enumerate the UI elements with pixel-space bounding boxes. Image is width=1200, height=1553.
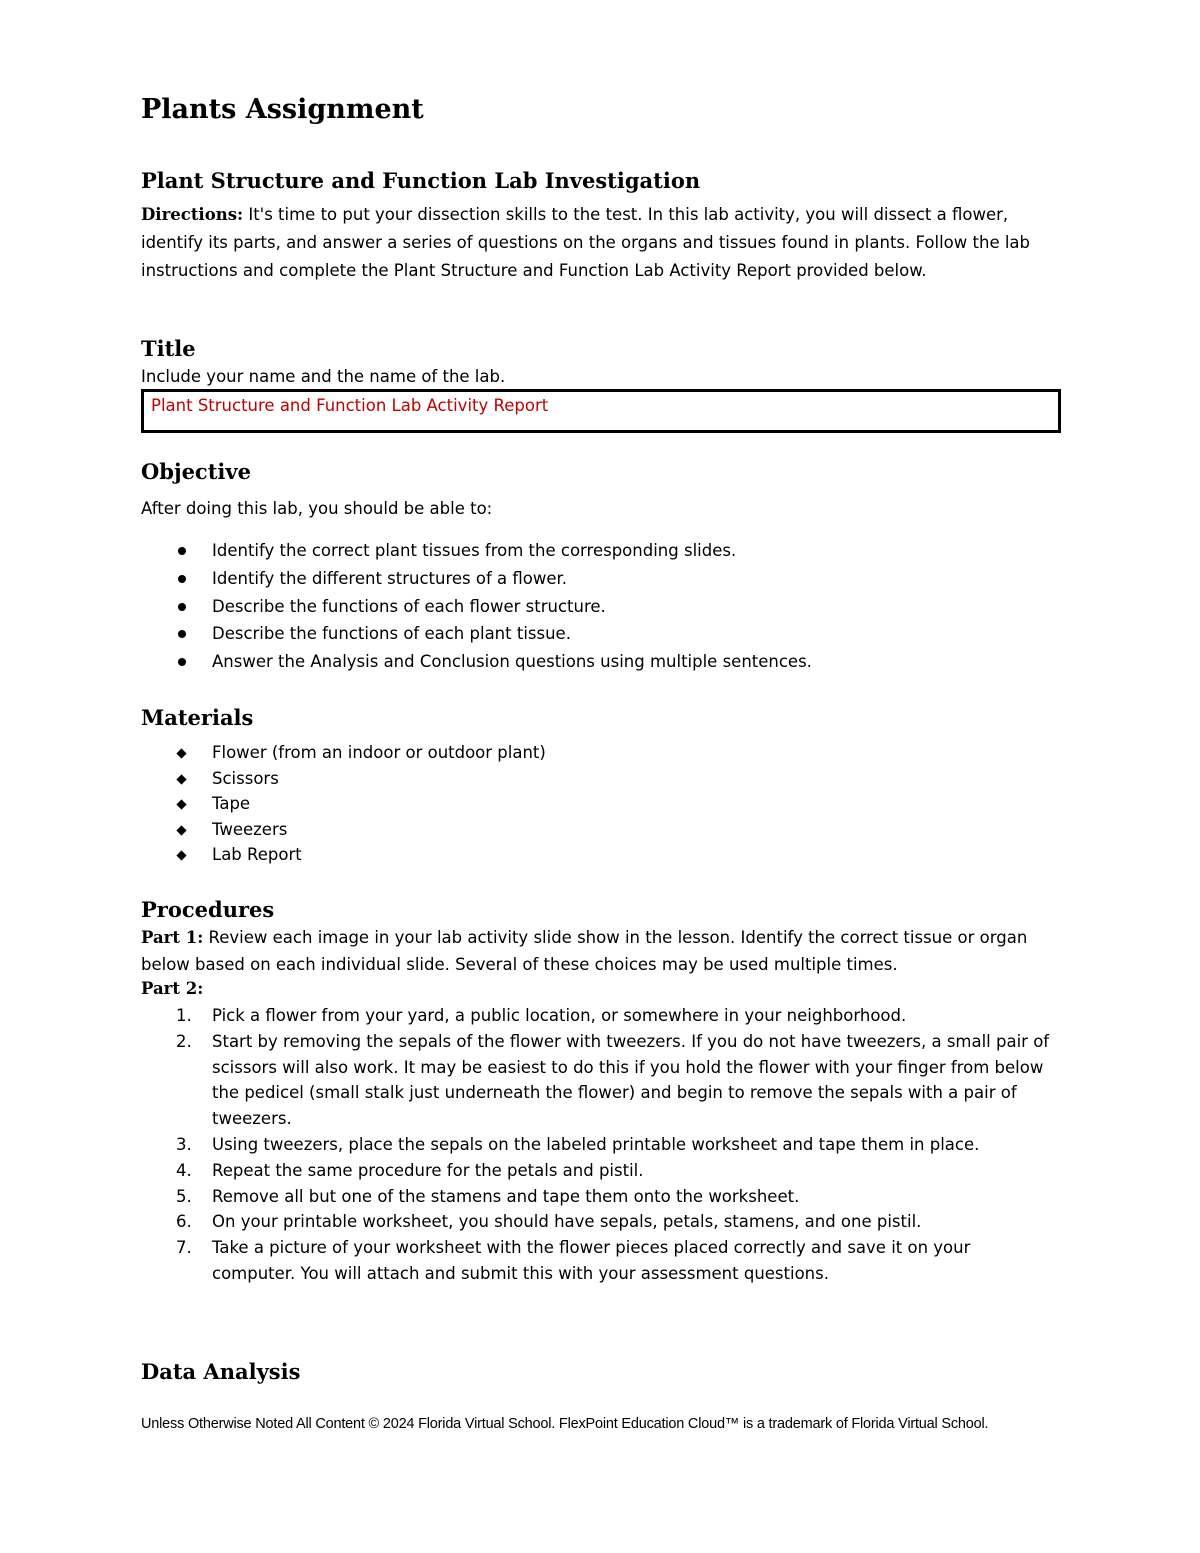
list-item: 6. On your printable worksheet, you should have sepals, petals, stamens, and one pistil. — [176, 1212, 922, 1232]
part2-label: Part 2: — [141, 979, 204, 998]
part1-text: Review each image in your lab activity slide show in the lesson. Identify the correct tissue or organ below based on each individual slide. Several of these choices may be used multiple times. — [141, 928, 1028, 974]
list-item: Tweezers — [141, 817, 1061, 843]
bullet-icon — [178, 630, 186, 638]
title-heading: Title — [141, 336, 196, 361]
bullet-icon — [178, 575, 186, 583]
bullet-icon — [178, 658, 186, 666]
list-item: 5. Remove all but one of the stamens and tape them onto the worksheet. — [176, 1186, 800, 1206]
diamond-bullet-icon — [176, 774, 186, 784]
list-item: 2. Start by removing the sepals of the flower with tweezers. If you do not have tweezers, a small pair of scissors will also work. It may be easiest to do this if you hold the flower with your finger from below the pedicel (small stalk just underneath the flower) and begin to remove the sepals with a pair of tweezers. — [176, 1031, 1050, 1129]
objective-list — [141, 537, 1061, 676]
list-item: Identify the correct plant tissues from the corresponding slides. — [141, 537, 1061, 565]
title-instruction: Include your name and the name of the lab. — [141, 367, 506, 386]
list-item: 4. Repeat the same procedure for the petals and pistil. — [176, 1160, 644, 1180]
list-item: Scissors — [141, 766, 1061, 792]
bullet-icon — [178, 547, 186, 555]
title-answer-text: Plant Structure and Function Lab Activity Report — [151, 396, 549, 415]
page-title: Plants Assignment — [141, 94, 424, 125]
part1-paragraph — [141, 925, 1041, 978]
list-item: Describe the functions of each flower structure. — [141, 593, 1061, 621]
diamond-bullet-icon — [176, 748, 186, 758]
title-answer-box[interactable] — [141, 389, 1061, 433]
directions-label: Directions: — [141, 205, 244, 224]
list-item: Answer the Analysis and Conclusion questions using multiple sentences. — [141, 648, 1061, 676]
materials-list — [141, 740, 1061, 868]
list-item: 1. Pick a flower from your yard, a public location, or somewhere in your neighborhood. — [176, 1006, 907, 1025]
list-item: Identify the different structures of a flower. — [141, 565, 1061, 593]
directions-paragraph — [141, 201, 1061, 285]
list-item: 7. Take a picture of your worksheet with the flower pieces placed correctly and save it on your computer. You will attach and submit this with your assessment questions. — [176, 1238, 971, 1283]
bullet-icon — [178, 603, 186, 611]
list-item: 3. Using tweezers, place the sepals on the labeled printable worksheet and tape them in place. — [176, 1134, 980, 1154]
objective-intro: After doing this lab, you should be able to: — [141, 499, 493, 518]
directions-text: It's time to put your dissection skills to the test. In this lab activity, you will dissect a flower, identify its parts, and answer a series of questions on the organs and tissues found in plants. Follow the lab instructions and complete the Plant Structure and Function Lab Activity Report provided below. — [141, 205, 1031, 280]
data-analysis-heading: Data Analysis — [141, 1359, 301, 1384]
page-footer: Unless Otherwise Noted All Content © 2024 Florida Virtual School. FlexPoint Education Cloud™ is a trademark of Florida Virtual School. — [141, 1416, 989, 1432]
part1-label: Part 1: — [141, 928, 204, 947]
list-item: Tape — [141, 791, 1061, 817]
materials-heading: Materials — [141, 705, 254, 730]
procedures-heading: Procedures — [141, 897, 275, 922]
diamond-bullet-icon — [176, 799, 186, 809]
procedure-steps — [141, 1003, 1053, 1287]
diamond-bullet-icon — [176, 825, 186, 835]
list-item: Lab Report — [141, 842, 1061, 868]
list-item: Describe the functions of each plant tissue. — [141, 620, 1061, 648]
lab-heading: Plant Structure and Function Lab Investigation — [141, 168, 701, 193]
diamond-bullet-icon — [176, 850, 186, 860]
objective-heading: Objective — [141, 459, 251, 484]
list-item: Flower (from an indoor or outdoor plant) — [141, 740, 1061, 766]
